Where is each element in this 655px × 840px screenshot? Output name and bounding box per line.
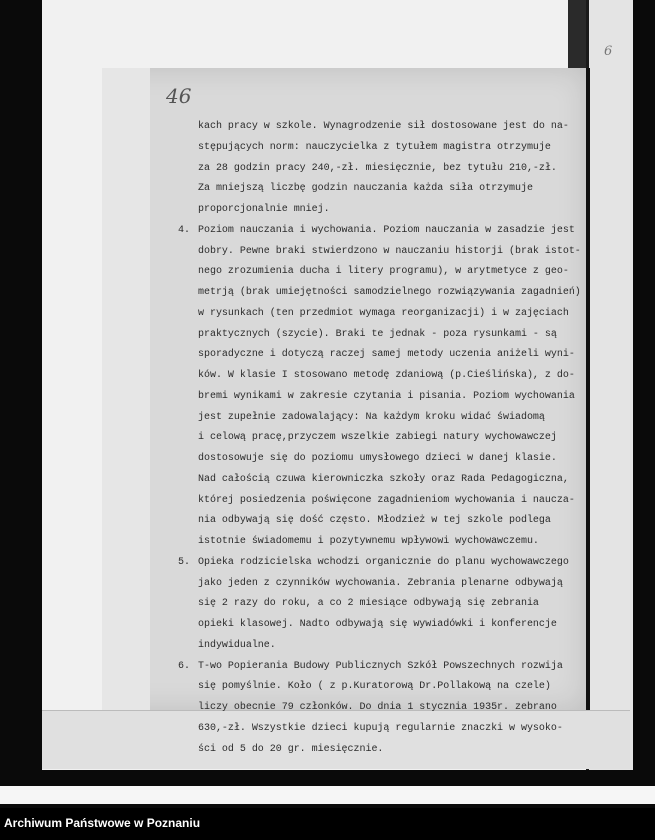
text-line: ków. W klasie I stosowano metodę zdaniową (p.Cieślińska), z do- xyxy=(198,370,575,381)
text-line: opieki klasowej. Nadto odbywają się wywiadówki i konferencje xyxy=(198,619,557,630)
text-line: się 2 razy do roku, a co 2 miesiące odbywają się zebrania xyxy=(198,598,539,610)
text-line: sporadyczne i dotyczą raczej samej metody uczenia aniżeli wyni- xyxy=(198,349,575,361)
text-line: indywidualne. xyxy=(198,639,276,651)
text-line: nia odbywają się dość często. Młodzież w tej szkole podlega xyxy=(198,515,551,527)
text-line: dostosowuje się do poziomu umysłowego dzieci w danej klasie. xyxy=(198,453,557,464)
footer xyxy=(0,808,655,840)
text-line: dobry. Pewne braki stwierdzono w nauczaniu historji (brak istot- xyxy=(198,245,581,257)
bottom-page-fold xyxy=(42,710,630,769)
text-line: metrją (brak umiejętności samodzielnego rozwiązywania zagadnień) xyxy=(198,287,581,298)
text-line: i celową pracę,przyczem wszelkie zabiegi natury wychowawczej xyxy=(198,432,557,444)
text-line: ści od 5 do 20 gr. miesięcznie. xyxy=(198,743,384,755)
text-line: Opieka rodzicielska wchodzi organicznie do planu wychowawczego xyxy=(198,556,569,568)
text-line: stępujących norm: nauczycielka z tytułem magistra otrzymuje xyxy=(198,141,551,153)
scan-border xyxy=(0,786,655,804)
text-line: Za mniejszą liczbę godzin nauczania każda siła otrzymuje xyxy=(198,183,533,195)
text-line: jako jeden z czynników wychowania. Zebrania plenarne odbywają xyxy=(198,577,563,589)
text-line: T-wo Popierania Budowy Publicznych Szkół Powszechnych rozwija xyxy=(198,660,563,672)
text-line: nego zrozumienia ducha i litery programu), w arytmetyce z geo- xyxy=(198,266,569,278)
corner-mark: 6 xyxy=(604,44,613,59)
text-line: za 28 godzin pracy 240,-zł. miesięcznie, bez tytułu 210,-zł. xyxy=(198,162,557,174)
text-line: w rysunkach (ten przedmiot wymaga reorganizacji) i w zajęciach xyxy=(198,307,569,319)
folio-number: 46 xyxy=(166,84,192,108)
page-margin xyxy=(102,68,150,710)
archive-name: Archiwum Państwowe w Poznaniu xyxy=(4,816,201,830)
right-page-edge xyxy=(586,0,633,770)
text-line: Nad całością czuwa kierowniczka szkoły oraz Rada Pedagogiczna, xyxy=(198,473,569,485)
text-line: się pomyślnie. Koło ( z p.Kuratorową Dr.Pollakową na czele) xyxy=(198,681,551,693)
text-line: Poziom nauczania i wychowania. Poziom nauczania w zasadzie jest xyxy=(198,224,575,236)
text-line: kach pracy w szkole. Wynagrodzenie sił dostosowane jest do na- xyxy=(198,121,569,132)
item-number: 4. xyxy=(178,224,191,236)
text-line: której posiedzenia poświęcone zagadnieniom wychowania i naucza- xyxy=(198,494,575,506)
text-line: jest zupełnie zadowalający: Na każdym kroku widać świadomą xyxy=(198,411,545,423)
item-number: 5. xyxy=(178,556,191,568)
text-line: bremi wynikami w zakresie czytania i pisania. Poziom wychowania xyxy=(198,390,575,402)
text-line: proporcjonalnie mniej. xyxy=(198,204,330,215)
text-line: liczy obecnie 79 członków. Do dnia 1 stycznia 1935r. zebrano xyxy=(198,702,557,713)
text-line: 630,-zł. Wszystkie dzieci kupują regularnie znaczki w wysoko- xyxy=(198,722,563,734)
text-line: praktycznych (szycie). Braki te jednak - poza rysunkami - są xyxy=(198,328,557,340)
item-number: 6. xyxy=(178,660,191,672)
text-line: istotnie świadomemu i pozytywnemu wpływowi wychowawczemu. xyxy=(198,536,539,547)
binding-shadow xyxy=(568,0,586,70)
